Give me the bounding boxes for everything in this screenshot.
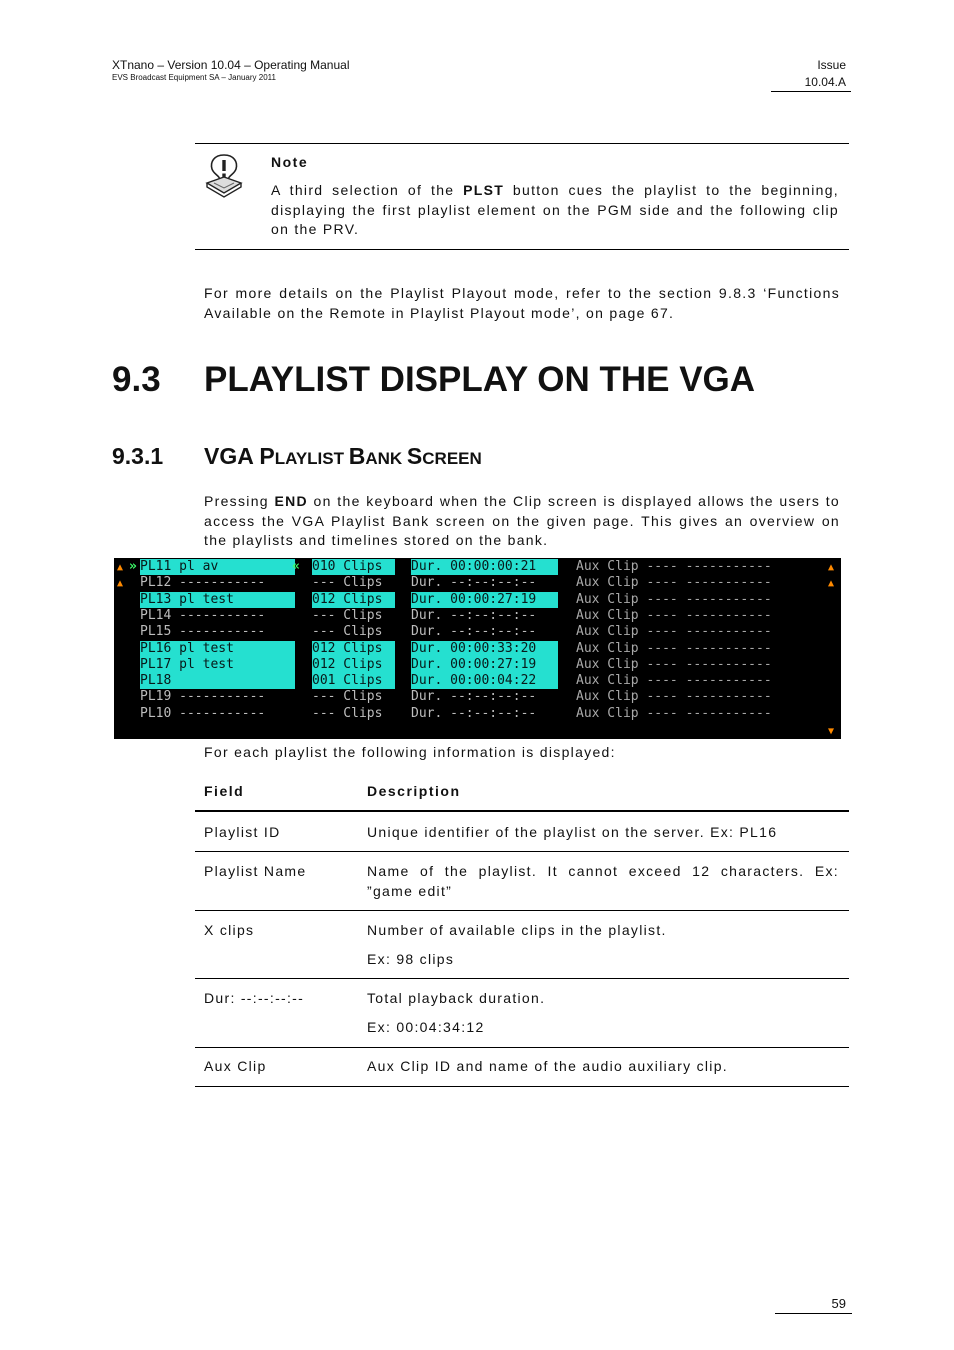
page-number: 59 (831, 1296, 846, 1311)
table-row-divider (195, 910, 849, 911)
table-cell-description: Aux Clip ID and name of the audio auxiliary clip. (367, 1058, 728, 1074)
table-cell-description: Ex: 98 clips (367, 951, 455, 967)
issue-label: Issue (817, 58, 846, 72)
vga-duration: Dur. --:--:--:-- (411, 705, 537, 721)
vga-duration: Dur. 00:00:33:20 (411, 641, 558, 657)
scroll-up-arrow-icon: ▲ (828, 562, 835, 573)
table-cell-description: Name of the playlist. It cannot exceed 12 characters. Ex: ”game edit” (367, 863, 839, 899)
vga-playlist-name: PL12 ----------- (140, 575, 266, 591)
issue-value: 10.04.A (804, 75, 846, 89)
vga-clip-count: 012 Clips (312, 641, 395, 657)
table-cell-description: Unique identifier of the playlist on the server. Ex: PL16 (367, 824, 778, 840)
vga-playlist-name: PL19 ----------- (140, 689, 266, 705)
vga-playlist-row (114, 559, 841, 575)
vga-aux-clip: Aux Clip ---- ----------- (576, 673, 772, 689)
document-title: XTnano – Version 10.04 – Operating Manual (112, 58, 350, 72)
vga-playlist-name: PL17 pl test (140, 657, 295, 673)
vga-aux-clip: Aux Clip ---- ----------- (576, 656, 772, 672)
vga-duration: Dur. 00:00:27:19 (411, 592, 558, 608)
vga-playlist-row (114, 641, 841, 657)
note-bottom-rule (195, 249, 849, 250)
vga-playlist-row (114, 592, 841, 608)
selected-right-marker: « (292, 559, 300, 574)
table-row-divider (195, 851, 849, 852)
vga-clip-count: 012 Clips (312, 592, 395, 608)
section-number: 9.3 (112, 360, 161, 399)
warning-note-icon (204, 153, 244, 199)
table-header-description: Description (367, 783, 461, 799)
vga-duration: Dur. --:--:--:-- (411, 624, 537, 640)
table-row-divider (195, 978, 849, 979)
table-row-divider (195, 1047, 849, 1048)
vga-clip-count: --- Clips (312, 607, 383, 623)
vga-playlist-bank-screen (114, 558, 841, 739)
note-text: A third selection of the PLST button cues the playlist to the beginning, displaying the first playlist element on the PGM side and the following clip on the PRV. (271, 182, 839, 237)
vga-aux-clip: Aux Clip ---- ----------- (576, 575, 772, 591)
vga-duration: Dur. 00:00:04:22 (411, 673, 558, 689)
scroll-down-arrow-icon: ▼ (828, 726, 835, 737)
table-intro: For each playlist the following information is displayed: (204, 744, 616, 760)
vga-playlist-row (114, 673, 841, 689)
vga-playlist-name: PL15 ----------- (140, 624, 266, 640)
table-cell-field: X clips (204, 922, 255, 938)
vga-aux-clip: Aux Clip ---- ----------- (576, 607, 772, 623)
vga-duration: Dur. 00:00:00:21 (411, 559, 558, 575)
footer-divider (775, 1313, 852, 1314)
vga-playlist-row (114, 706, 841, 722)
vga-aux-clip: Aux Clip ---- ----------- (576, 640, 772, 656)
vga-clip-count: 010 Clips (312, 559, 395, 575)
vga-playlist-name: PL11 pl av (140, 559, 295, 575)
vga-duration: Dur. --:--:--:-- (411, 607, 537, 623)
scroll-up-arrow-icon: ▲ (117, 562, 124, 573)
table-header-field: Field (204, 783, 245, 799)
scroll-up-arrow-icon: ▲ (828, 578, 835, 589)
document-subtitle: EVS Broadcast Equipment SA – January 2011 (112, 73, 276, 82)
vga-aux-clip: Aux Clip ---- ----------- (576, 624, 772, 640)
note-top-rule (195, 143, 849, 144)
table-cell-description: Total playback duration. (367, 990, 546, 1006)
vga-playlist-row (114, 657, 841, 673)
subsection-number: 9.3.1 (112, 443, 164, 469)
table-cell-description: Ex: 00:04:34:12 (367, 1019, 485, 1035)
body-paragraph: Pressing END on the keyboard when the Clip screen is displayed allows the users to access the VGA Playlist Bank screen on the given page. This gives an overview on the playlists and timelines stored on the bank. (204, 493, 840, 548)
intro-paragraph: For more details on the Playlist Playout mode, refer to the section 9.8.3 ‘Functions Available on the Remote in Playlist Playout mode’, on page 67. (204, 285, 840, 321)
table-cell-field: Aux Clip (204, 1058, 267, 1074)
vga-playlist-row (114, 624, 841, 640)
vga-clip-count: 012 Clips (312, 657, 395, 673)
vga-playlist-row (114, 575, 841, 591)
selected-left-marker: » (129, 559, 137, 574)
header-divider (771, 91, 851, 92)
table-cell-description: Number of available clips in the playlist. (367, 922, 667, 938)
vga-duration: Dur. --:--:--:-- (411, 575, 537, 591)
vga-playlist-row (114, 608, 841, 624)
table-row-divider (195, 1086, 849, 1087)
vga-aux-clip: Aux Clip ---- ----------- (576, 559, 772, 574)
vga-clip-count: --- Clips (312, 705, 383, 721)
vga-playlist-name: PL13 pl test (140, 592, 295, 608)
scroll-up-arrow-icon: ▲ (117, 578, 124, 589)
vga-playlist-row (114, 689, 841, 705)
vga-clip-count: --- Clips (312, 689, 383, 705)
vga-aux-clip: Aux Clip ---- ----------- (576, 591, 772, 607)
vga-playlist-name: PL18 (140, 673, 295, 689)
subsection-title: VGA PLAYLIST BANK SCREEN (204, 443, 482, 469)
note-heading: Note (271, 154, 309, 170)
vga-playlist-name: PL14 ----------- (140, 607, 266, 623)
vga-aux-clip: Aux Clip ---- ----------- (576, 689, 772, 705)
vga-clip-count: --- Clips (312, 624, 383, 640)
table-cell-field: Playlist Name (204, 863, 307, 879)
table-header-rule (195, 810, 849, 812)
table-cell-field: Dur: --:--:--:-- (204, 990, 305, 1006)
table-cell-field: Playlist ID (204, 824, 281, 840)
vga-duration: Dur. 00:00:27:19 (411, 657, 558, 673)
vga-playlist-name: PL10 ----------- (140, 705, 266, 721)
vga-clip-count: --- Clips (312, 575, 383, 591)
section-title: PLAYLIST DISPLAY ON THE VGA (204, 360, 756, 399)
vga-duration: Dur. --:--:--:-- (411, 689, 537, 705)
vga-playlist-name: PL16 pl test (140, 641, 295, 657)
vga-aux-clip: Aux Clip ---- ----------- (576, 705, 772, 721)
vga-clip-count: 001 Clips (312, 673, 395, 689)
